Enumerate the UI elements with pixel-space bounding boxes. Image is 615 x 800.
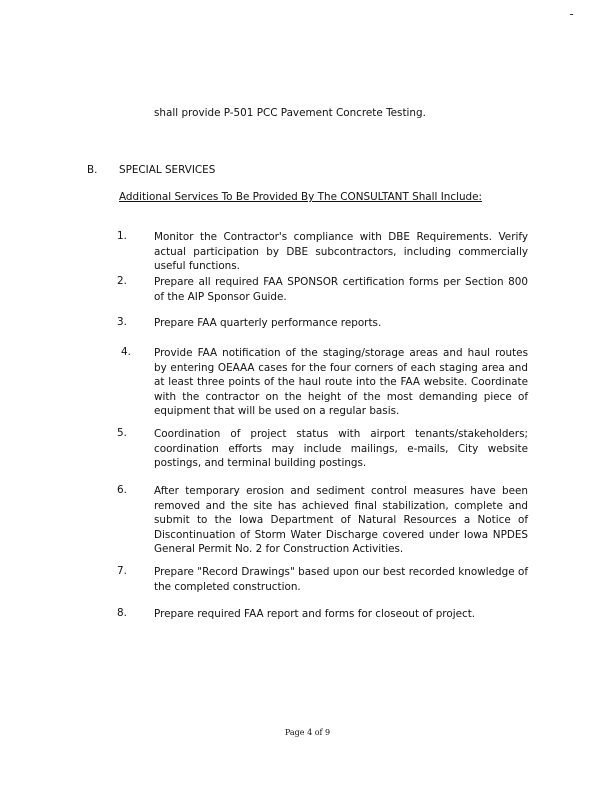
subheading: Additional Services To Be Provided By The CONSULTANT Shall Include: bbox=[119, 191, 483, 203]
item-number: 8. bbox=[117, 607, 127, 619]
item-text: Prepare FAA quarterly performance reports. bbox=[154, 317, 382, 329]
item-number: 5. bbox=[117, 427, 127, 439]
item-number: 7. bbox=[117, 565, 127, 577]
item-number: 6. bbox=[117, 484, 127, 496]
item-number: 3. bbox=[117, 316, 127, 328]
item-text: Prepare "Record Drawings" based upon our best recorded knowledge of the completed construction. bbox=[154, 566, 528, 593]
page-number: Page 4 of 9 bbox=[284, 728, 331, 737]
item-number: 1. bbox=[117, 230, 127, 242]
item-text: Prepare required FAA report and forms for closeout of project. bbox=[154, 608, 476, 620]
item-text: Coordination of project status with airport tenants/stakeholders; coordination efforts may include mailings, e-mails, City website postings, and terminal building postings. bbox=[154, 428, 528, 470]
scan-mark bbox=[570, 14, 573, 15]
section-title: SPECIAL SERVICES bbox=[119, 164, 216, 176]
section-letter: B. bbox=[87, 164, 98, 176]
item-text: Provide FAA notification of the staging/storage areas and haul routes by entering OEAAA cases for the four corners of each staging area and at least three points of the haul route into the FAA website. Coordinate with the contractor on the height of the most demanding piece of equipment that will be used on a regular basis. bbox=[154, 347, 528, 418]
intro-line: shall provide P-501 PCC Pavement Concrete Testing. bbox=[154, 107, 426, 119]
item-text: Monitor the Contractor's compliance with DBE Requirements. Verify actual participation by DBE subcontractors, including commercially useful functions. bbox=[154, 231, 528, 273]
item-text: After temporary erosion and sediment control measures have been removed and the site has achieved final stabilization, complete and submit to the Iowa Department of Natural Resources a Notice of Discontinuation of Storm Water Discharge covered under Iowa NPDES General Permit No. 2 for Construction Activities. bbox=[154, 485, 528, 556]
item-text: Prepare all required FAA SPONSOR certification forms per Section 800 of the AIP Sponsor Guide. bbox=[154, 276, 528, 303]
item-number: 2. bbox=[117, 275, 127, 287]
item-number: 4. bbox=[121, 346, 131, 358]
